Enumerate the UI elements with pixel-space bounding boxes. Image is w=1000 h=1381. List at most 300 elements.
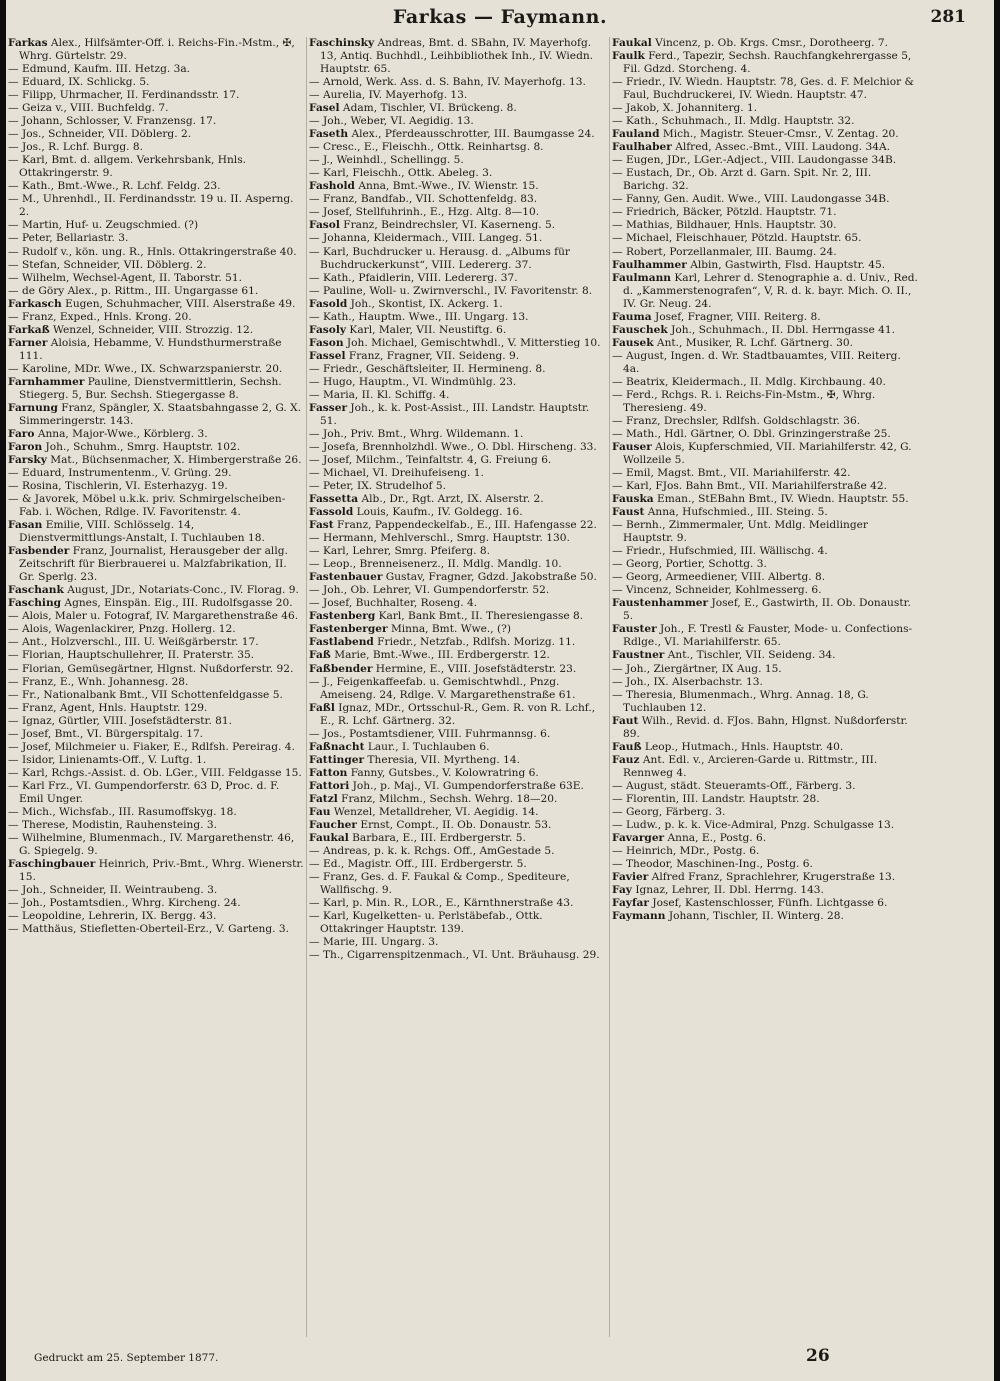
directory-entry (8, 128, 304, 141)
directory-entry (8, 910, 304, 923)
directory-entry (309, 702, 607, 728)
entry-text: — Isidor, Linienamts-Off., V. Luftg. 1. (8, 753, 207, 766)
surname: Fassold (309, 506, 354, 519)
entry-text: — Johanna, Kleidermach., VIII. Langeg. 51. (309, 232, 543, 245)
surname: Faukal (612, 37, 652, 49)
entry-text: — Leopoldine, Lehrerin, IX. Bergg. 43. (8, 910, 217, 923)
directory-entry (8, 806, 304, 819)
directory-entry (8, 767, 304, 780)
entry-text: Karl, Lehrer d. Stenographie a. d. Univ., Red. d. „Kammerstenografen“, V, R. d. k. bayr. Mich. O. II., IV. Gr. Neug. 24. (623, 271, 918, 310)
entry-text: Franz, Spängler, X. Staatsbahngasse 2, G. X. Simmeringerstr. 143. (19, 401, 302, 427)
entry-text: — Joh., Priv. Bmt., Whrg. Wildemann. 1. (309, 427, 524, 440)
directory-entry (612, 206, 918, 219)
directory-entry (8, 402, 304, 428)
directory-entry (309, 454, 607, 467)
entry-text: — Florentin, III. Landstr. Hauptstr. 28. (612, 792, 820, 805)
entry-text: — Hermann, Mehlverschl., Smrg. Hauptstr. 130. (309, 532, 570, 545)
directory-entry (612, 545, 918, 558)
directory-entry (8, 102, 304, 115)
directory-entry (8, 115, 304, 128)
entry-text: — Heinrich, MDr., Postg. 6. (612, 844, 760, 857)
surname: Faulmann (612, 271, 672, 284)
surname: Fastenberger (309, 623, 388, 636)
entry-text: — Jos., R. Lchf. Burgg. 8. (8, 141, 143, 154)
entry-text: Joh., Schuhmach., II. Dbl. Herrngasse 41. (667, 323, 895, 336)
directory-entry (309, 141, 607, 154)
entry-text: — Beatrix, Kleidermach., II. Mdlg. Kirchbaung. 40. (612, 375, 886, 388)
surname: Fatton (309, 766, 348, 779)
page-footer (6, 1346, 994, 1370)
entry-text: August, JDr., Notariats-Conc., IV. Florag. 9. (63, 584, 299, 597)
entry-text: — Wilhelm, Wechsel-Agent, II. Taborstr. 51. (8, 271, 243, 284)
directory-entry (309, 871, 607, 897)
directory-entry (309, 154, 607, 167)
directory-entry (612, 141, 918, 154)
directory-entry (8, 441, 304, 454)
entry-text: — Math., Hdl. Gärtner, O. Dbl. Grinzingerstraße 25. (612, 427, 891, 440)
directory-entry (612, 350, 918, 376)
surname: Faustenhammer (612, 597, 709, 610)
directory-entry (8, 467, 304, 480)
entry-text: — Johann, Schlosser, V. Franzensg. 17. (8, 115, 217, 128)
surname: Faulk (612, 50, 645, 63)
surname: Faulhammer (612, 258, 687, 271)
directory-entry (612, 232, 918, 245)
directory-entry (612, 428, 918, 441)
surname: Faßl (309, 701, 335, 714)
directory-entry (309, 728, 607, 741)
directory-entry (8, 376, 304, 402)
entry-text: — Eduard, IX. Schlickg. 5. (8, 76, 150, 89)
entry-text: Minna, Bmt. Wwe., (?) (387, 623, 511, 636)
entry-text: — Bernh., Zimmermaler, Unt. Mdlg. Meidlinger Hauptstr. 9. (612, 519, 868, 545)
entry-text: — Joh., Postamtsdien., Whrg. Kircheng. 24. (8, 897, 241, 910)
entry-text: Ignaz, Lehrer, II. Dbl. Herrng. 143. (631, 884, 824, 897)
surname: Faß (309, 649, 331, 662)
directory-entry (309, 350, 607, 363)
entry-text: — Cresc., E., Fleischh., Ottk. Reinhartsg. 8. (309, 141, 544, 154)
directory-entry (309, 936, 607, 949)
directory-entry (612, 311, 918, 324)
entry-text: — Eduard, Instrumentenm., V. Grüng. 29. (8, 467, 232, 480)
entry-text: — Joh., IX. Alserbachstr. 13. (612, 675, 763, 688)
entry-text: — Joh., Ob. Lehrer, VI. Gumpendorferstr. 52. (309, 584, 550, 597)
directory-entry (309, 246, 607, 272)
directory-entry (309, 558, 607, 571)
surname: Fasol (309, 219, 340, 232)
directory-entry (309, 37, 607, 76)
directory-entry (309, 219, 607, 232)
directory-entry (309, 597, 607, 610)
directory-entry (8, 89, 304, 102)
entry-text: — Matthäus, Stiefletten-Oberteil-Erz., V. Garteng. 3. (8, 923, 289, 936)
entry-text: — Friedr., Geschäftsleiter, II. Hermineng. 8. (309, 362, 546, 375)
entry-text: — Leop., Brenneisenerz., II. Mdlg. Mandlg. 10. (309, 558, 562, 571)
directory-entry (309, 441, 607, 454)
directory-entry (612, 441, 918, 467)
surname: Fauschek (612, 323, 668, 336)
directory-entry (309, 180, 607, 193)
directory-entry (612, 272, 918, 311)
surname: Faschinsky (309, 37, 375, 49)
entry-text: — August, Ingen. d. Wr. Stadtbauamtes, VIII. Reiterg. 4a. (612, 349, 901, 375)
entry-text: — Josef, Buchhalter, Roseng. 4. (309, 597, 478, 610)
entry-text: — Ant., Holzverschl., III. U. Weißgärberstr. 17. (8, 636, 259, 649)
directory-entry (309, 676, 607, 702)
entry-text: Joh., p. Maj., VI. Gumpendorferstraße 63E. (349, 779, 584, 792)
directory-entry (612, 884, 918, 897)
entry-text: — Karl, Buchdrucker u. Herausg. d. „Albums für Buchdruckerkunst“, VIII. Ledererg. 37. (309, 245, 570, 271)
directory-entry (8, 728, 304, 741)
surname: Fauland (612, 128, 660, 141)
directory-entry (8, 689, 304, 702)
entry-text: — Ferd., Rchgs. R. i. Reichs-Fin-Mstm., ✠, Whrg. Theresieng. 49. (612, 388, 876, 414)
entry-text: Anna, Hufschmied., III. Steing. 5. (644, 506, 828, 519)
entry-text: — Josef, Stellfuhrinh., E., Hzg. Altg. 8—10. (309, 206, 540, 219)
entry-text: — Robert, Porzellanmaler, III. Baumg. 24. (612, 245, 837, 258)
surname: Faschank (8, 584, 64, 597)
directory-entry (8, 246, 304, 259)
entry-text: Karl, Maler, VII. Neustiftg. 6. (346, 323, 507, 336)
directory-entry (8, 923, 304, 936)
entry-text: — Kath., Bmt.-Wwe., R. Lchf. Feldg. 23. (8, 180, 221, 193)
entry-text: — Alois, Wagenlackirer, Pnzg. Hollerg. 12. (8, 623, 236, 636)
directory-entry (309, 832, 607, 845)
entry-text: — Alois, Maler u. Fotograf, IV. Margarethenstraße 46. (8, 610, 299, 623)
directory-entry (8, 298, 304, 311)
entry-text: Alex., Hilfsämter-Off. i. Reichs-Fin.-Mstm., ✠, Whrg. Gürtelstr. 29. (19, 37, 295, 63)
surname: Faßbender (309, 662, 373, 675)
entry-text: Ignaz, MDr., Ortsschul-R., Gem. R. von R. Lchf., E., R. Lchf. Gärtnerg. 32. (320, 701, 596, 727)
entry-text: — Filipp, Uhrmacher, II. Ferdinandsstr. 17. (8, 89, 240, 102)
directory-entry (612, 102, 918, 115)
entry-text: — Georg, Portier, Schottg. 3. (612, 558, 767, 571)
directory-entry (8, 676, 304, 689)
entry-text: Andreas, Bmt. d. SBahn, IV. Mayerhofg. 13, Antiq. Buchhdl., Leihbibliothek Inh., IV. Wiedn. Hauptstr. 65. (320, 37, 594, 76)
surname: Fau (309, 805, 331, 818)
entry-text: Mat., Büchsenmacher, X. Himbergerstraße 26. (46, 454, 302, 466)
directory-entry (309, 910, 607, 936)
surname: Fattinger (309, 753, 365, 766)
directory-entry (612, 819, 918, 832)
surname: Faßnacht (309, 740, 365, 753)
entry-text: — Friedr., IV. Wiedn. Hauptstr. 78, Ges. d. F. Melchior & Faul, Buchdruckerei, IV. Wiedn. Hauptstr. 47. (612, 76, 914, 102)
entry-text: — Jakob, X. Johanniterg. 1. (612, 102, 758, 115)
entry-text: Albin, Gastwirth, Flsd. Hauptstr. 45. (686, 258, 886, 271)
entry-text: Joh., F. Trestl & Fauster, Mode- u. Confections-Rdlge., VI. Mariahilferstr. 65. (623, 623, 913, 649)
directory-entry (612, 259, 918, 272)
entry-text: — Th., Cigarrenspitzenmach., VI. Unt. Bräuhausg. 29. (309, 949, 600, 962)
entry-text: Fanny, Gutsbes., V. Kolowratring 6. (347, 766, 539, 779)
surname: Fastenberg (309, 610, 376, 623)
entry-text: — M., Uhrenhdl., II. Ferdinandsstr. 19 u. II. Asperng. 2. (8, 193, 294, 219)
entry-text: — Ignaz, Gürtler, VIII. Josefstädterstr. 81. (8, 714, 233, 727)
directory-entry (612, 832, 918, 845)
surname: Fasching (8, 597, 62, 610)
surname: Fauster (612, 623, 657, 636)
surname: Farkasch (8, 297, 62, 310)
entry-text: Joh., Schuhm., Smrg. Hauptstr. 102. (42, 440, 241, 453)
entry-text: Karl, Bank Bmt., II. Theresiengasse 8. (375, 610, 584, 623)
entry-text: Anna, Bmt.-Wwe., IV. Wienstr. 15. (354, 180, 539, 193)
directory-entry (8, 493, 304, 519)
directory-entry (612, 871, 918, 884)
signature-mark: 26 (806, 1346, 830, 1366)
column-divider (306, 37, 307, 1337)
entry-text: Josef, E., Gastwirth, II. Ob. Donaustr. 5. (623, 597, 911, 623)
entry-text: — Emil, Magst. Bmt., VII. Mariahilferstr. 42. (612, 467, 851, 480)
directory-entry (612, 649, 918, 662)
entry-text: — Joh., Schneider, II. Weintraubeng. 3. (8, 884, 218, 897)
entry-text: — Florian, Hauptschullehrer, II. Praterstr. 35. (8, 649, 255, 662)
entry-text: Ferd., Tapezir, Sechsh. Rauchfangkehrergasse 5, Fil. Gdzd. Storcheng. 4. (623, 50, 912, 76)
entry-text: Friedr., Netzfab., Rdlfsh. Morizg. 11. (373, 636, 576, 649)
directory-entry (309, 636, 607, 649)
directory-entry (8, 884, 304, 897)
entry-text: Aloisia, Hebamme, V. Hundsthurmerstraße 111. (19, 336, 282, 362)
directory-entry (8, 545, 304, 584)
entry-text: — Marie, III. Ungarg. 3. (309, 936, 439, 949)
directory-entry (8, 636, 304, 649)
directory-entry (8, 259, 304, 272)
entry-text: Johann, Tischler, II. Winterg. 28. (665, 910, 844, 923)
entry-text: — Jos., Schneider, VII. Döblerg. 2. (8, 128, 192, 141)
entry-text: — Wilhelmine, Blumenmach., IV. Margarethenstr. 46, G. Spiegelg. 9. (8, 831, 295, 857)
directory-entry (612, 480, 918, 493)
entry-text: — Jos., Postamtsdiener, VIII. Fuhrmannsg. 6. (309, 727, 551, 740)
directory-entry (612, 246, 918, 259)
entry-text: Wenzel, Schneider, VIII. Strozzig. 12. (49, 323, 254, 336)
entry-text: — Franz, E., Wnh. Johannesg. 28. (8, 675, 189, 688)
entry-text: Wenzel, Metalldreher, VI. Aegidig. 14. (330, 805, 539, 818)
directory-entry (8, 754, 304, 767)
directory-entry (309, 767, 607, 780)
entry-text: Alb., Dr., Rgt. Arzt, IX. Alserstr. 2. (358, 493, 544, 506)
surname: Farnhammer (8, 375, 85, 388)
surname: Faron (8, 440, 43, 453)
directory-entry (612, 324, 918, 337)
directory-entry (8, 858, 304, 884)
directory-entry (8, 363, 304, 376)
surname: Faymann (612, 910, 666, 923)
entry-text: — Pauline, Woll- u. Zwirnverschl., IV. Favoritenstr. 8. (309, 284, 593, 297)
entry-text: — Friedrich, Bäcker, Pötzld. Hauptstr. 71. (612, 206, 837, 219)
entry-text: — Karl, Lehrer, Smrg. Pfeiferg. 8. (309, 545, 490, 558)
directory-entry (612, 597, 918, 623)
entry-text: — Fr., Nationalbank Bmt., VII Schottenfeldgasse 5. (8, 688, 283, 701)
directory-entry (309, 532, 607, 545)
entry-text: — Therese, Modistin, Rauhensteing. 3. (8, 818, 217, 831)
entry-text: Franz, Pappendeckelfab., E., III. Hafengasse 22. (333, 519, 597, 532)
directory-entry (309, 741, 607, 754)
entry-text: — Theodor, Maschinen-Ing., Postg. 6. (612, 857, 813, 870)
directory-entry (8, 780, 304, 806)
directory-column-1 (8, 37, 304, 936)
entry-text: Alfred, Assec.-Bmt., VIII. Laudong. 34A. (671, 141, 890, 154)
directory-entry (309, 845, 607, 858)
directory-entry (309, 324, 607, 337)
entry-text: — Michael, Fleischhauer, Pötzld. Hauptstr. 65. (612, 232, 862, 245)
surname: Fasel (309, 102, 340, 115)
directory-column-3 (612, 37, 918, 923)
entry-text: Agnes, Einspän. Eig., III. Rudolfsgasse 20. (61, 597, 293, 610)
surname: Faulhaber (612, 141, 672, 154)
entry-text: — Karl, Fleischh., Ottk. Abeleg. 3. (309, 167, 493, 180)
directory-entry (8, 219, 304, 232)
entry-text: — Franz, Drechsler, Rdlfsh. Goldschlagstr. 36. (612, 414, 861, 427)
surname: Faukal (309, 831, 349, 844)
directory-entry (309, 780, 607, 793)
print-date: Gedruckt am 25. September 1877. (34, 1352, 219, 1364)
entry-text: — Eustach, Dr., Ob. Arzt d. Garn. Spit. Nr. 2, III. Barichg. 32. (612, 167, 872, 193)
surname: Faust (612, 506, 645, 519)
directory-entry (309, 610, 607, 623)
directory-entry (309, 584, 607, 597)
directory-entry (612, 910, 918, 923)
surname: Faschingbauer (8, 857, 96, 870)
surname: Fatzl (309, 792, 338, 805)
directory-entry (612, 571, 918, 584)
entry-text: — Josef, Bmt., VI. Bürgerspitalg. 17. (8, 727, 204, 740)
entry-text: — Joh., Weber, VI. Aegidig. 13. (309, 115, 474, 128)
entry-text: — Joh., Ziergärtner, IX Aug. 15. (612, 662, 782, 675)
entry-text: Ant., Tischler, VII. Seideng. 34. (664, 649, 836, 662)
entry-text: Eman., StEBahn Bmt., IV. Wiedn. Hauptstr. 55. (653, 493, 909, 506)
directory-entry (309, 545, 607, 558)
page-title: Farkas — Faymann. (392, 6, 608, 28)
entry-text: — Aurelia, IV. Mayerhofg. 13. (309, 89, 468, 102)
entry-text: — Josef, Milchm., Teinfaltstr. 4, G. Freiung 6. (309, 454, 552, 466)
surname: Fasbender (8, 545, 70, 558)
directory-entry (8, 193, 304, 219)
directory-entry (612, 558, 918, 571)
directory-entry (612, 897, 918, 910)
directory-entry (8, 154, 304, 180)
surname: Fasser (309, 401, 348, 414)
directory-entry (309, 298, 607, 311)
directory-entry (309, 89, 607, 102)
directory-entry (309, 571, 607, 584)
column-divider (609, 37, 610, 1337)
surname: Fassel (309, 349, 346, 362)
surname: Fashold (309, 180, 355, 193)
directory-entry (8, 610, 304, 623)
entry-text: — Rudolf v., kön. ung. R., Hnls. Ottakringerstraße 40. (8, 245, 297, 258)
directory-entry (8, 623, 304, 636)
entry-text: Franz, Milchm., Sechsh. Wehrg. 18—20. (337, 792, 558, 805)
entry-text: — Geiza v., VIII. Buchfeldg. 7. (8, 102, 169, 115)
directory-entry (309, 102, 607, 115)
surname: Fastlabend (309, 636, 374, 649)
directory-entry (8, 180, 304, 193)
directory-entry (309, 493, 607, 506)
directory-entry (309, 806, 607, 819)
surname: Fauß (612, 740, 642, 753)
entry-text: — Franz, Agent, Hnls. Hauptstr. 129. (8, 701, 208, 714)
directory-entry (612, 780, 918, 793)
surname: Fassetta (309, 493, 359, 506)
directory-entry (612, 519, 918, 545)
directory-entry (309, 819, 607, 832)
directory-entry (309, 376, 607, 389)
surname: Faut (612, 714, 639, 727)
directory-entry (612, 167, 918, 193)
entry-text: — Mich., Wichsfab., III. Rasumoffskyg. 18. (8, 805, 237, 818)
directory-entry (309, 897, 607, 910)
entry-text: — Friedr., Hufschmied, III. Wällischg. 4. (612, 545, 828, 558)
entry-text: Josef, Kastenschlosser, Fünfh. Lichtgasse 6. (648, 897, 888, 910)
entry-text: Josef, Fragner, VIII. Reiterg. 8. (651, 310, 821, 323)
directory-page (6, 0, 994, 1381)
entry-text: — Maria, II. Kl. Schiffg. 4. (309, 388, 450, 401)
entry-text: Hermine, E., VIII. Josefstädterstr. 23. (372, 662, 577, 675)
surname: Fauma (612, 310, 652, 323)
directory-entry (309, 193, 607, 206)
entry-text: — Franz, Bandfab., VII. Schottenfeldg. 83. (309, 193, 538, 206)
directory-entry (8, 663, 304, 676)
directory-entry (612, 741, 918, 754)
entry-text: — Andreas, p. k. k. Rchgs. Off., AmGestade 5. (309, 844, 555, 857)
entry-text: Vincenz, p. Ob. Krgs. Cmsr., Dorotheerg. 7. (651, 37, 888, 49)
surname: Faseth (309, 128, 349, 141)
directory-entry (8, 454, 304, 467)
directory-entry (309, 285, 607, 298)
entry-text: Ant., Musiker, R. Lchf. Gärtnerg. 30. (653, 336, 853, 349)
entry-text: Barbara, E., III. Erdbergerstr. 5. (348, 831, 526, 844)
entry-text: Laur., I. Tuchlauben 6. (364, 740, 490, 753)
directory-entry (612, 37, 918, 50)
directory-entry (8, 741, 304, 754)
directory-entry (309, 389, 607, 402)
directory-entry (309, 272, 607, 285)
surname: Fay (612, 884, 632, 897)
directory-entry (309, 663, 607, 676)
surname: Fattori (309, 779, 350, 792)
directory-entry (612, 506, 918, 519)
directory-entry (309, 363, 607, 376)
entry-text: — Ed., Magistr. Off., III. Erdbergerstr. 5. (309, 857, 527, 870)
entry-text: — de Göry Alex., p. Rittm., III. Ungargasse 61. (8, 284, 259, 297)
directory-entry (612, 689, 918, 715)
directory-entry (612, 50, 918, 76)
entry-text: — Peter, IX. Strudelhof 5. (309, 480, 446, 493)
directory-entry (309, 519, 607, 532)
entry-text: Pauline, Dienstvermittlerin, Sechsh. Stiegerg. 5, Bur. Sechsh. Stiegergasse 8. (19, 375, 282, 401)
directory-entry (309, 115, 607, 128)
surname: Fauska (612, 493, 654, 506)
directory-entry (309, 76, 607, 89)
entry-text: Franz, Beindrechsler, VI. Kaserneng. 5. (339, 219, 556, 232)
directory-entry (612, 193, 918, 206)
entry-text: Anna, Major-Wwe., Körblerg. 3. (34, 427, 208, 440)
directory-entry (309, 337, 607, 350)
entry-text: Alex., Pferdeausschrotter, III. Baumgasse 24. (348, 128, 595, 141)
surname: Fastenbauer (309, 571, 383, 584)
directory-entry (612, 806, 918, 819)
surname: Faro (8, 427, 35, 440)
entry-text: Adam, Tischler, VI. Brückeng. 8. (339, 102, 517, 115)
surname: Fauser (612, 440, 652, 453)
entry-text: — Peter, Bellariastr. 3. (8, 232, 129, 245)
directory-entry (612, 337, 918, 350)
directory-entry (612, 128, 918, 141)
entry-text: — Karl Frz., VI. Gumpendorferstr. 63 D, Proc. d. F. Emil Unger. (8, 779, 280, 805)
entry-text: Alfred Franz, Sprachlehrer, Krugerstraße 13. (648, 871, 896, 883)
directory-entry (612, 376, 918, 389)
directory-entry (8, 480, 304, 493)
directory-entry (8, 819, 304, 832)
surname: Favier (612, 871, 649, 883)
